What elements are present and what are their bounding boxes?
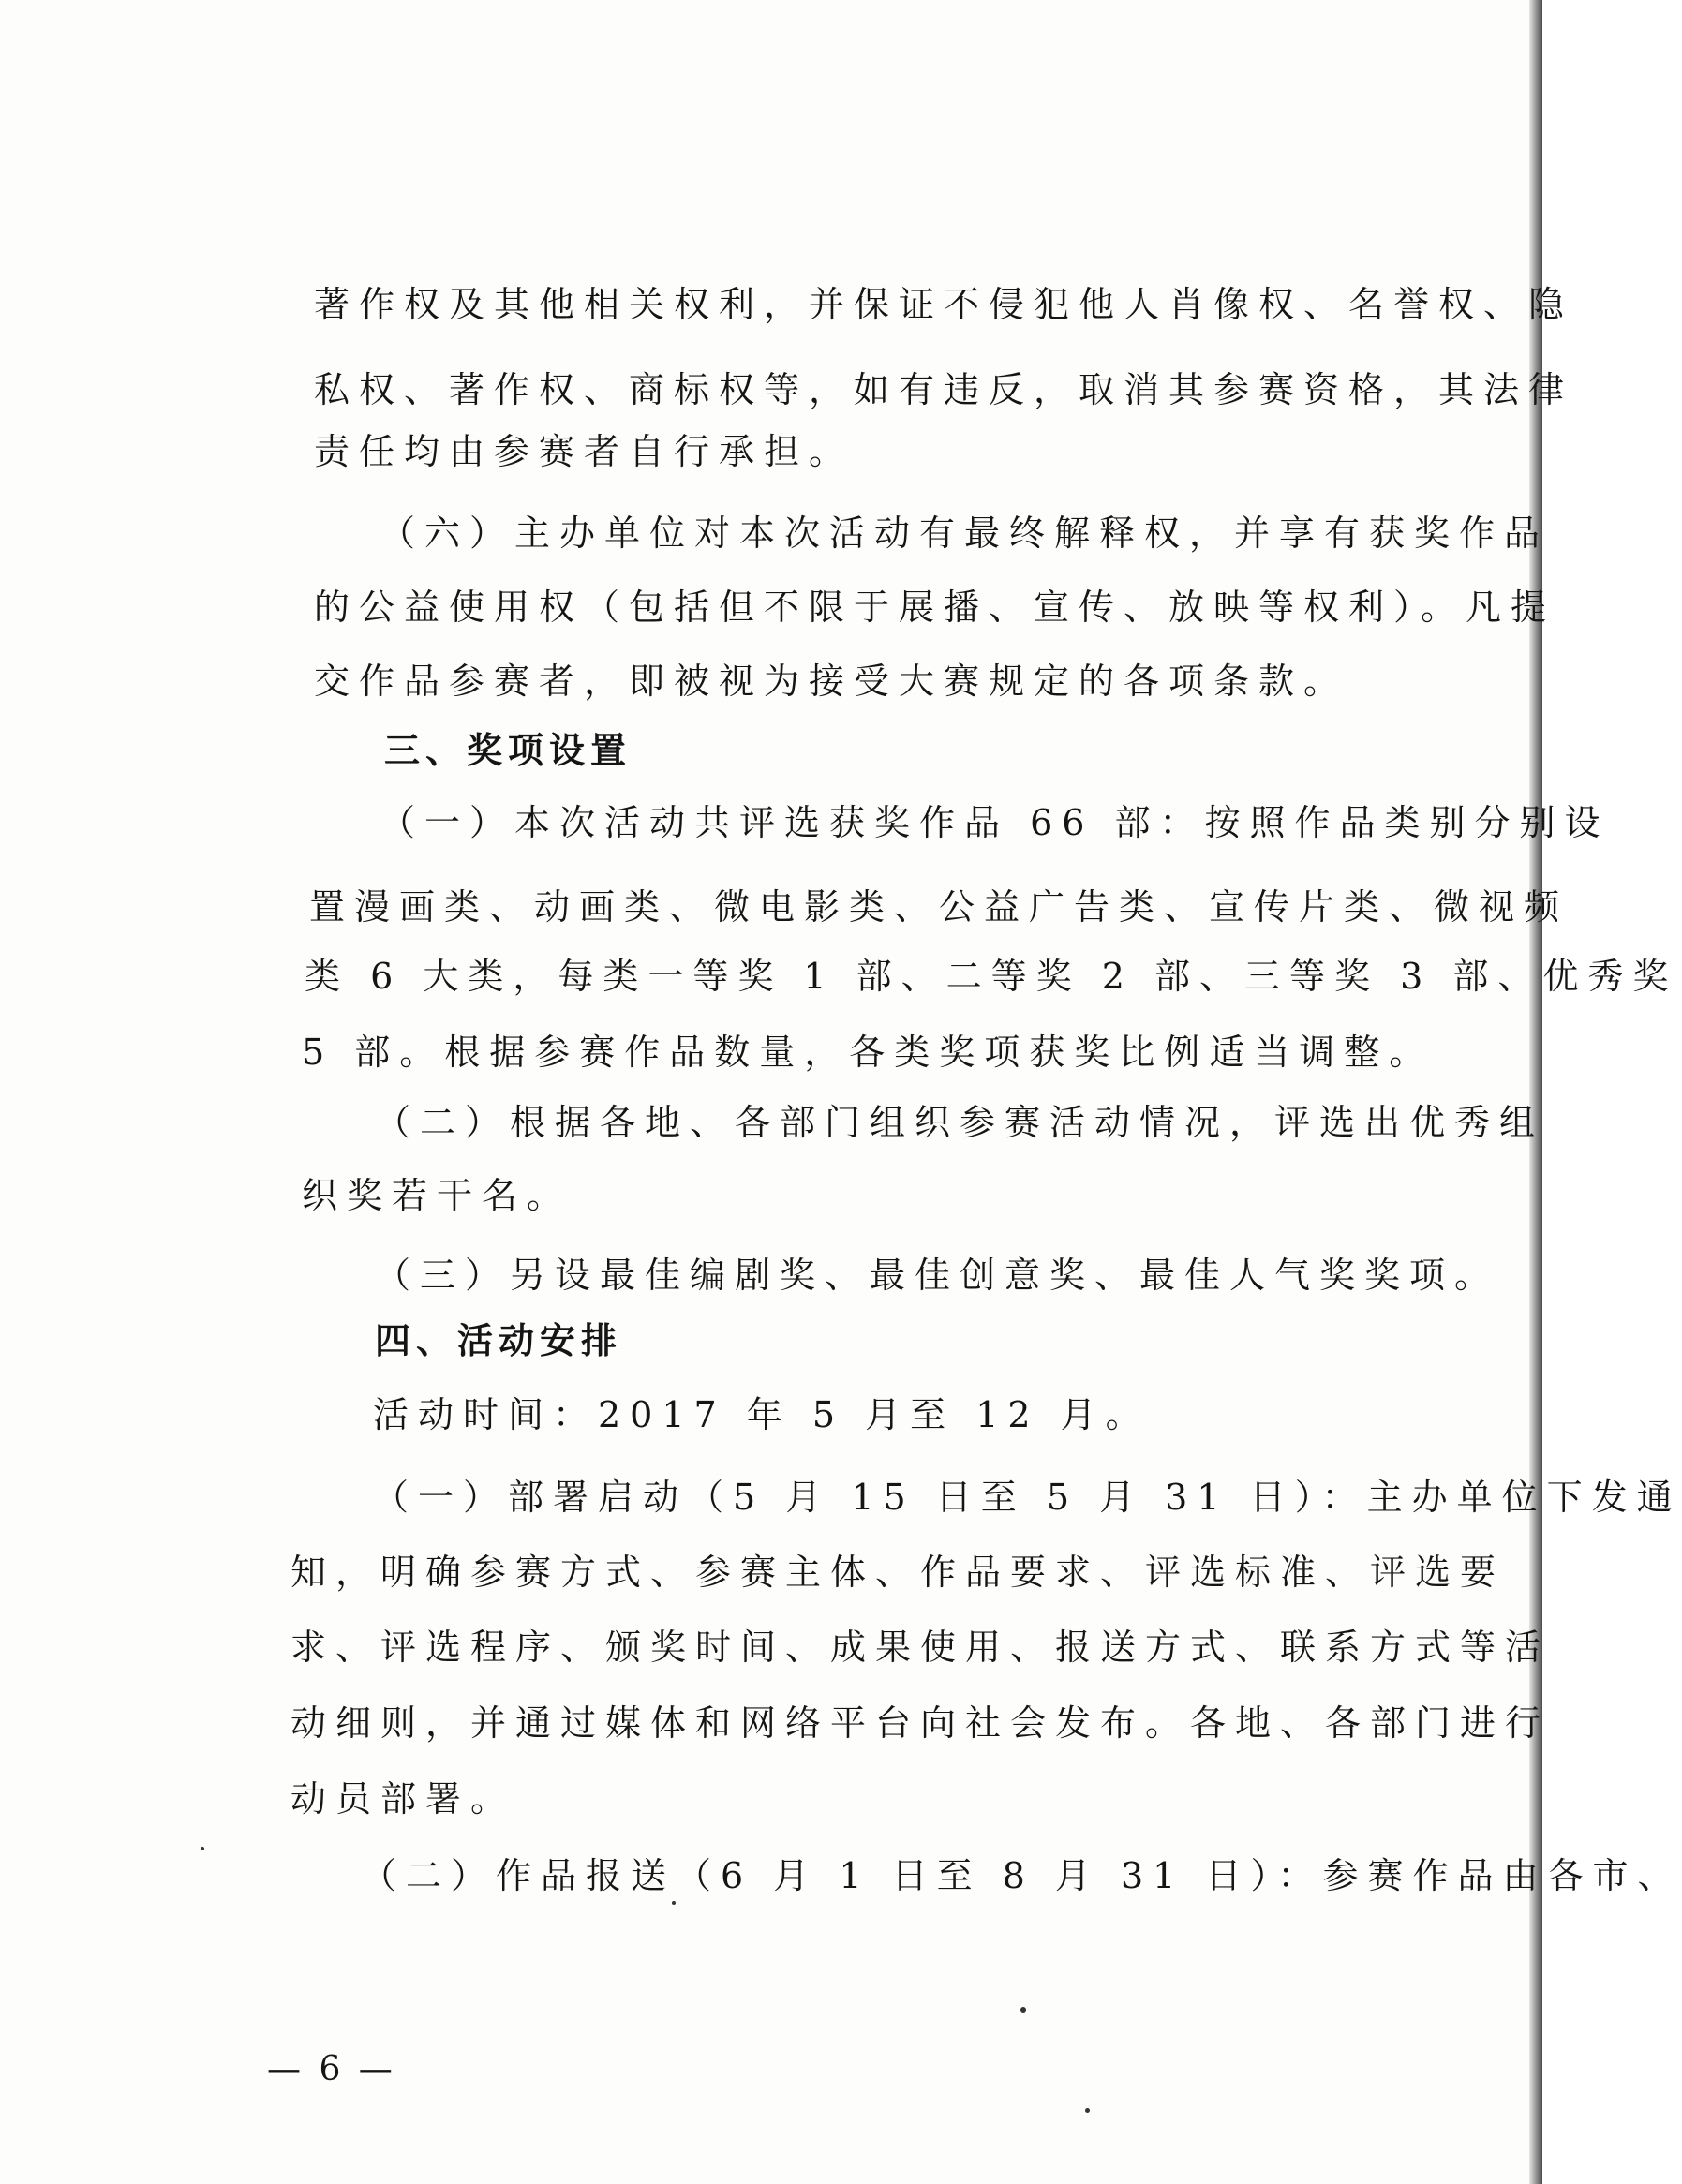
scan-speck [1020, 2007, 1026, 2013]
text-line-19: 求、评选程序、颁奖时间、成果使用、报送方式、联系方式等活 [290, 1627, 1551, 1668]
text-line-8: （一）本次活动共评选获奖作品 66 部：按照作品类别分别设 [380, 802, 1610, 843]
text-line-21: 动员部署。 [290, 1778, 516, 1820]
text-line-20: 动细则，并通过媒体和网络平台向社会发布。各地、各部门进行 [290, 1702, 1551, 1744]
scan-speck [201, 1847, 204, 1850]
text-line-18: 知，明确参赛方式、参赛主体、作品要求、评选标准、评选要 [290, 1552, 1506, 1593]
text-line-4: （六）主办单位对本次活动有最终解释权，并享有获奖作品 [380, 513, 1550, 554]
text-line-10: 类 6 大类，每类一等奖 1 部、二等奖 2 部、三等奖 3 部、优秀奖 [305, 956, 1678, 997]
text-line-22: （二）作品报送（6 月 1 日至 8 月 31 日）：参赛作品由各市、 [361, 1855, 1682, 1896]
scan-speck [672, 1901, 676, 1905]
text-line-17: （一）部署启动（5 月 15 日至 5 月 31 日）：主办单位下发通 [373, 1477, 1682, 1518]
text-line-3: 责任均由参赛者自行承担。 [314, 431, 855, 472]
text-line-13: 织奖若干名。 [302, 1175, 573, 1216]
section-heading-4: 四、活动安排 [375, 1320, 623, 1361]
section-heading-3: 三、奖项设置 [384, 730, 633, 771]
text-line-9: 置漫画类、动画类、微电影类、公益广告类、宣传片类、微视频 [309, 886, 1570, 928]
text-line-2: 私权、著作权、商标权等，如有违反，取消其参赛资格，其法律 [314, 369, 1574, 410]
page-number: — 6 — [267, 2050, 396, 2088]
text-line-12: （二）根据各地、各部门组织参赛活动情况，评选出优秀组 [375, 1102, 1545, 1143]
text-line-6: 交作品参赛者，即被视为接受大赛规定的各项条款。 [314, 661, 1349, 702]
text-line-11: 5 部。根据参赛作品数量，各类奖项获奖比例适当调整。 [302, 1032, 1435, 1073]
text-line-14: （三）另设最佳编剧奖、最佳创意奖、最佳人气奖奖项。 [375, 1255, 1500, 1296]
scan-speck [1085, 2108, 1090, 2113]
text-line-5: 的公益使用权（包括但不限于展播、宣传、放映等权利）。凡提 [314, 587, 1556, 628]
text-line-1: 著作权及其他相关权利，并保证不侵犯他人肖像权、名誉权、隐 [314, 284, 1574, 325]
text-line-16: 活动时间：2017 年 5 月至 12 月。 [373, 1394, 1151, 1435]
